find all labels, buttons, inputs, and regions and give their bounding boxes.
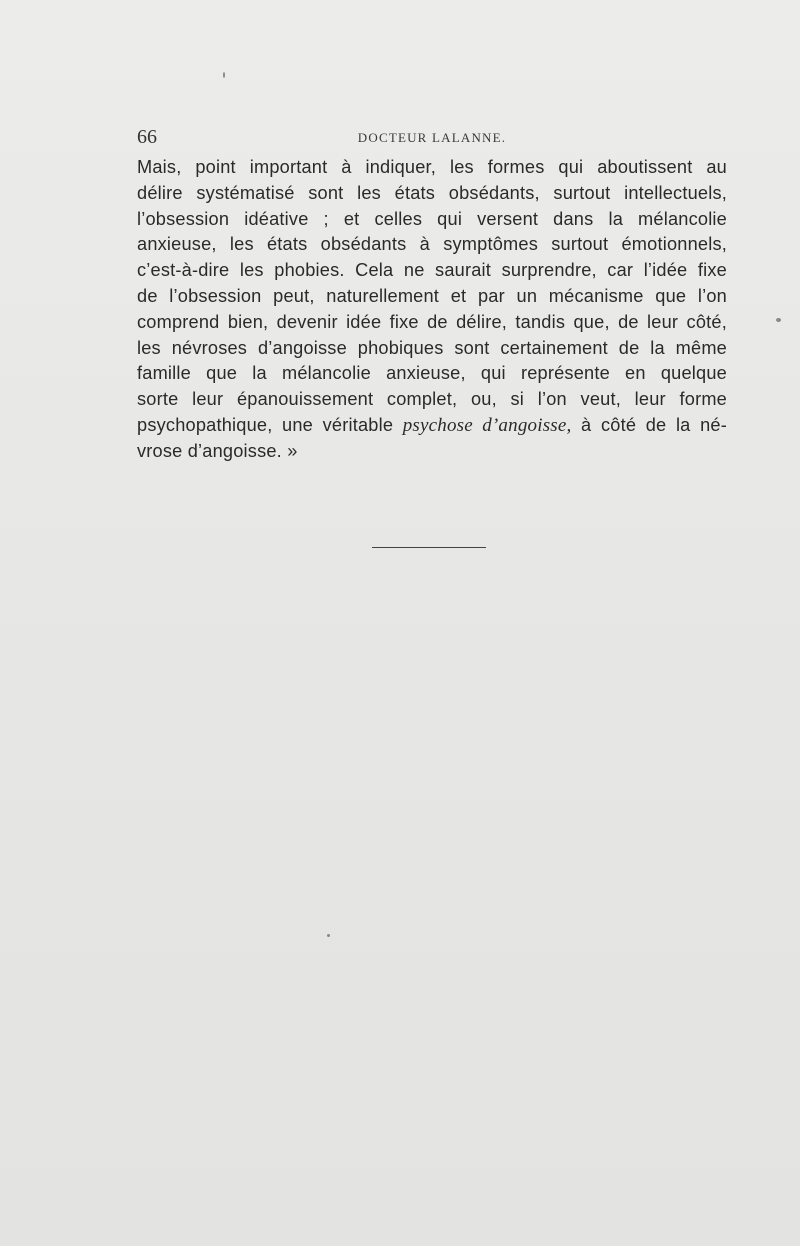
paper-speck [327,934,330,937]
text-line: délire systématisé sont les états obsédants, surtout intellectuels, [137,182,727,203]
paper-speck [223,72,225,78]
text-line-with-italic [137,413,727,439]
italic-term: psychose d’angoisse, [402,414,572,436]
body-paragraph [137,155,727,465]
text-segment: à côté de la né- [571,414,727,435]
text-line: l’obsession idéative ; et celles qui versent dans la mélancolie [137,208,727,229]
page-header [137,126,727,152]
text-line: comprend bien, devenir idée fixe de délire, tandis que, de leur côté, [137,311,727,332]
text-line: c’est-à-dire les phobies. Cela ne saurait surprendre, car l’idée fixe [137,260,727,281]
text-line: de l’obsession peut, naturellement et par un mécanisme que l’on [137,285,727,306]
text-line: Mais, point important à indiquer, les formes qui aboutissent au [137,157,727,177]
text-line: vrose d’angoisse. » [137,440,298,461]
text-line: famille que la mélancolie anxieuse, qui représente en quelque [137,363,727,384]
section-divider [372,547,486,548]
page-number: 66 [137,126,157,148]
text-line: sorte leur épanouissement complet, ou, si l’on veut, leur forme [137,389,727,410]
text-line: anxieuse, les états obsédants à symptômes surtout émotionnels, [137,234,727,255]
running-head: DOCTEUR LALANNE. [357,130,507,145]
text-line: les névroses d’angoisse phobiques sont certainement de la même [137,337,727,358]
paper-speck [776,318,781,322]
text-segment: psychopathique, une véritable [137,414,403,435]
